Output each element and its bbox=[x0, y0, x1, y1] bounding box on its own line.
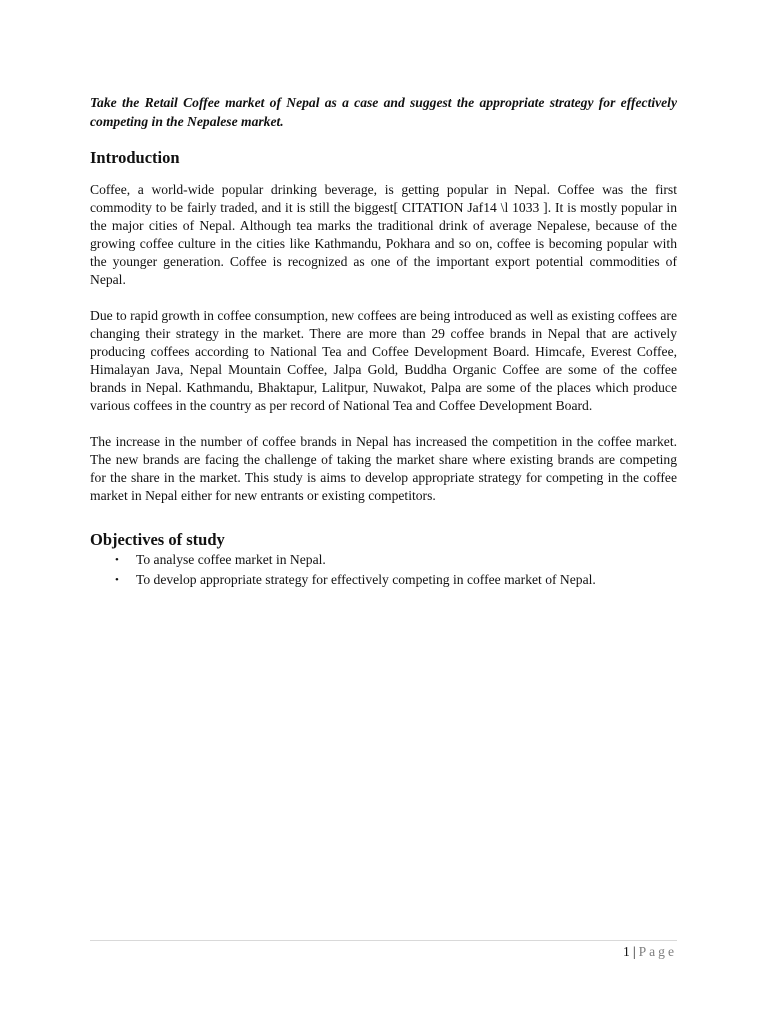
bullet-icon: • bbox=[115, 554, 119, 566]
bullet-icon: • bbox=[115, 574, 119, 586]
page-footer bbox=[623, 943, 677, 961]
page-label: Page bbox=[638, 944, 677, 959]
objective-text: To analyse coffee market in Nepal. bbox=[136, 552, 326, 567]
task-statement: Take the Retail Coffee market of Nepal as a case and suggest the appropriate strategy for effectively competing in the Nepalese market. bbox=[90, 95, 677, 129]
introduction-paragraph: Coffee, a world-wide popular drinking beverage, is getting popular in Nepal. Coffee was the first commodity to be fairly traded, and it is still the biggest[ CITATION Jaf14 \l 1033 ]. It is mostly popular in the major cities of Nepal. Although tea marks the traditional drink of average Nepalese, because of the growing coffee culture in the cities like Kathmandu, Pokhara and so on, coffee is becoming popular with the younger generation. Coffee is recognized as one of the important export potential commodities of Nepal. bbox=[90, 182, 677, 287]
page-number: 1 bbox=[623, 944, 630, 959]
objective-item bbox=[90, 570, 677, 590]
page-content bbox=[90, 93, 677, 590]
objectives-heading: Objectives of study bbox=[90, 530, 225, 549]
introduction-paragraph: Due to rapid growth in coffee consumption, new coffees are being introduced as well as existing coffees are changing their strategy in the market. There are more than 29 coffee brands in Nepal that are actively producing coffees according to National Tea and Coffee Development Board. Himcafe, Everest Coffee, Himalayan Java, Nepal Mountain Coffee, Jalpa Gold, Buddha Organic Coffee are some of the coffee brands in Nepal. Kathmandu, Bhaktapur, Lalitpur, Nuwakot, Palpa are some of the places which produce various coffees in the country as per record of National Tea and Coffee Development Board. bbox=[90, 308, 677, 413]
objective-text: To develop appropriate strategy for effectively competing in coffee market of Nepal. bbox=[136, 572, 596, 587]
objectives-list bbox=[90, 550, 677, 590]
footer-divider bbox=[90, 940, 677, 941]
objective-item bbox=[90, 550, 677, 570]
introduction-paragraph: The increase in the number of coffee brands in Nepal has increased the competition in the coffee market. The new brands are facing the challenge of taking the market share where existing brands are competing for the share in the market. This study is aims to develop appropriate strategy for competing in the coffee market in Nepal either for new entrants or existing competitors. bbox=[90, 434, 677, 503]
footer-separator: | bbox=[632, 944, 636, 959]
introduction-heading: Introduction bbox=[90, 148, 180, 167]
